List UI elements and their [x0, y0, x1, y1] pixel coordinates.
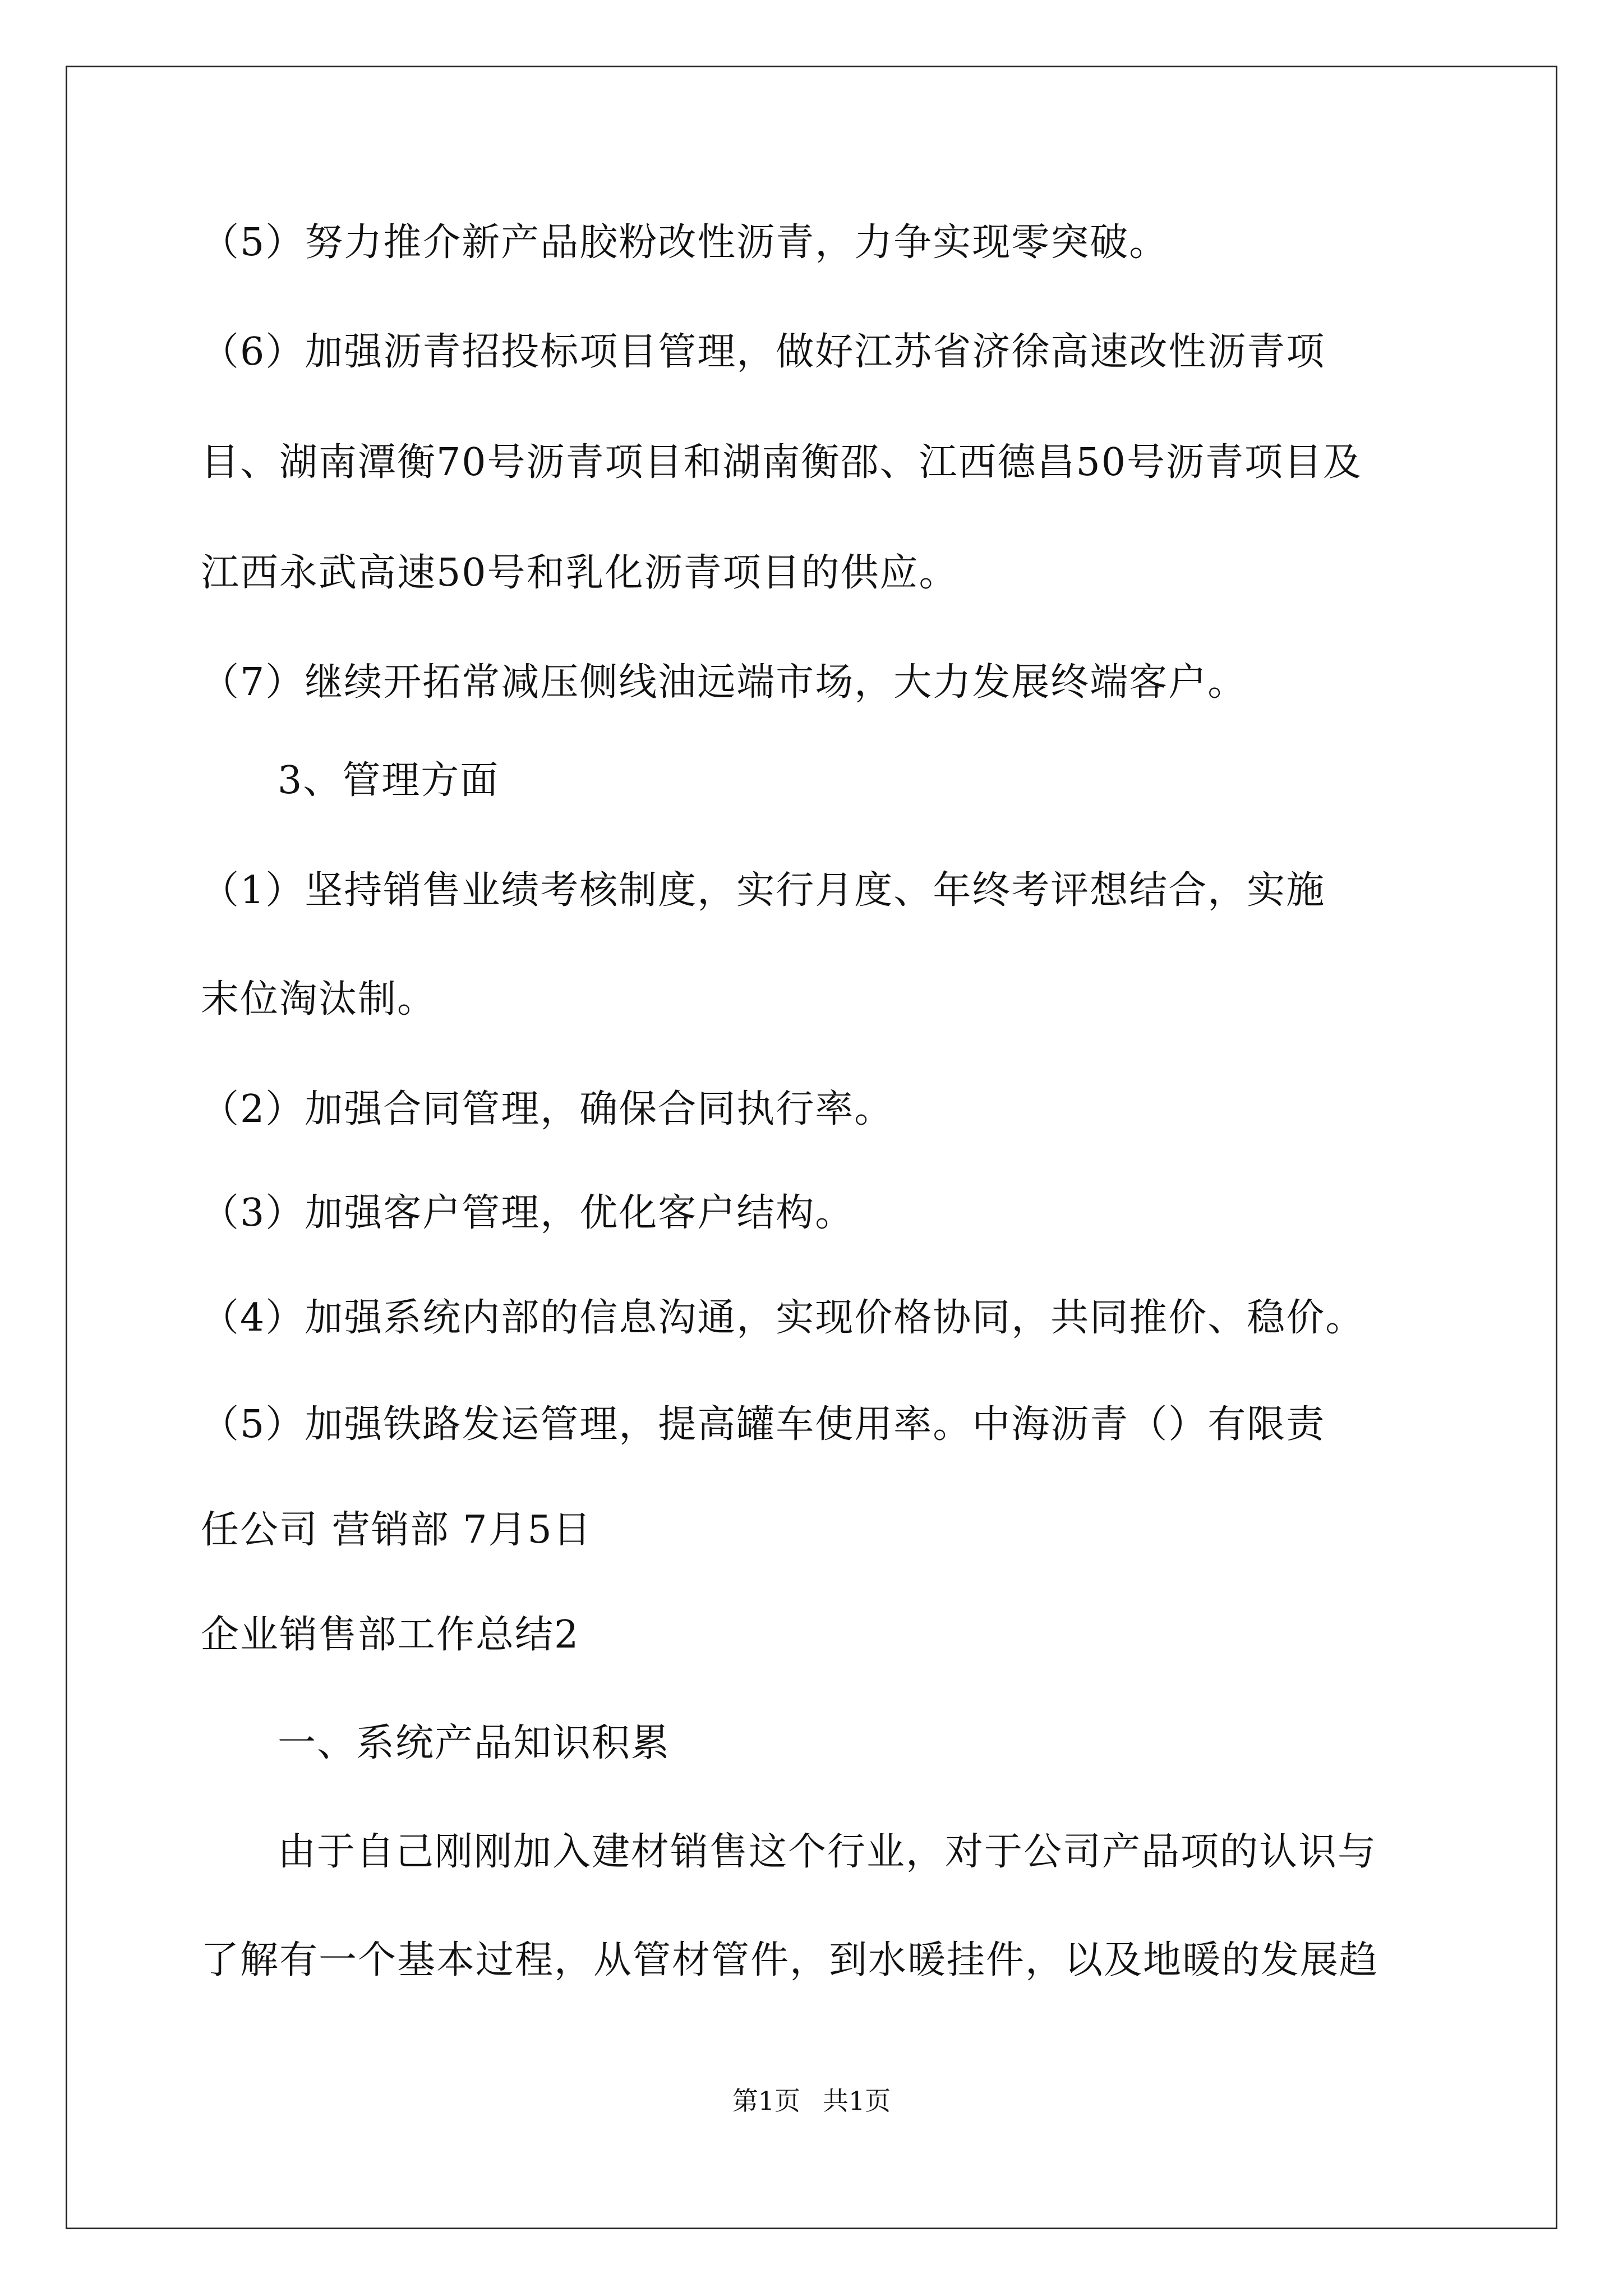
text-line: （3）加强客户管理，优化客户结构。: [201, 1191, 855, 1235]
text-line: 末位淘汰制。: [201, 977, 437, 1022]
page-total: 共1页: [823, 2086, 891, 2116]
page-footer: [0, 2085, 1623, 2116]
text-line: （7）继续开拓常减压侧线油远端市场，大力发展终端客户。: [201, 660, 1247, 705]
document-title: 企业销售部工作总结2: [201, 1613, 580, 1657]
text-line: （4）加强系统内部的信息沟通，实现价格协同，共同推价、稳价。: [201, 1296, 1365, 1340]
text-line: 由于自己刚刚加入建材销售这个行业，对于公司产品项的认识与: [278, 1830, 1377, 1874]
text-line: 目、湖南潭衡70号沥青项目和湖南衡邵、江西德昌50号沥青项目及: [201, 440, 1363, 485]
section-heading: 一、系统产品知识积累: [278, 1721, 671, 1765]
section-heading: 3、管理方面: [278, 758, 500, 803]
text-line: （2）加强合同管理，确保合同执行率。: [201, 1087, 894, 1131]
page-number: 第1页: [732, 2086, 800, 2116]
text-line: （1）坚持销售业绩考核制度，实行月度、年终考评想结合，实施: [201, 868, 1326, 913]
text-line: 任公司 营销部 7月5日: [201, 1508, 592, 1552]
text-line: 了解有一个基本过程，从管材管件，到水暖挂件，以及地暖的发展趋: [201, 1938, 1379, 1982]
text-line: 江西永武高速50号和乳化沥青项目的供应。: [201, 551, 958, 595]
text-line: （5）努力推介新产品胶粉改性沥青，力争实现零突破。: [201, 220, 1169, 265]
page-border: [66, 66, 1557, 2229]
text-line: （5）加强铁路发运管理，提高罐车使用率。中海沥青（）有限责: [201, 1402, 1326, 1447]
text-line: （6）加强沥青招投标项目管理，做好江苏省济徐高速改性沥青项: [201, 330, 1326, 374]
